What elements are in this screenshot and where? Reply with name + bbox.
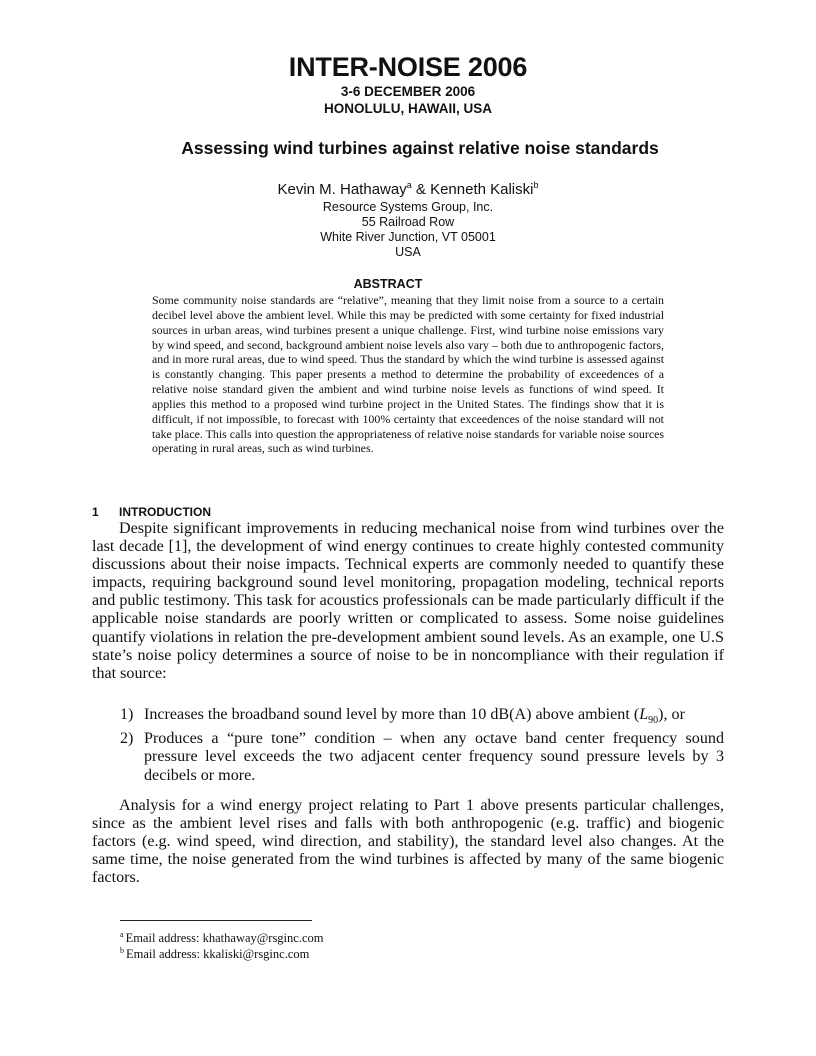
affiliation-street: 55 Railroad Row	[361, 215, 455, 229]
section-number: 1	[92, 505, 99, 519]
footnote-mark: a	[120, 930, 124, 939]
abstract-heading: ABSTRACT	[353, 277, 423, 291]
list-item	[120, 730, 724, 784]
footnote-b	[120, 946, 309, 962]
affiliation-org: Resource Systems Group, Inc.	[322, 200, 494, 214]
list-number: 1)	[120, 706, 134, 723]
list-item-text-end: ), or	[658, 706, 685, 723]
affiliation-country: USA	[395, 245, 421, 259]
variable-l: L	[639, 706, 649, 723]
footnote-a	[120, 930, 323, 946]
list-item	[120, 706, 724, 730]
list-item-text: Produces a “pure tone” condition – when any octave band center frequency sound pressure level exceeds the two adjacent center frequency sound pressure levels by 3 decibels or more.	[144, 730, 724, 784]
section-title: INTRODUCTION	[119, 505, 211, 519]
footnote-mark: b	[120, 946, 124, 955]
list-number: 2)	[120, 730, 134, 748]
variable-subscript: 90	[648, 715, 659, 727]
footnote-text: Email address: khathaway@rsginc.com	[125, 931, 324, 945]
author-separator: &	[411, 181, 431, 198]
intro-paragraph-2: Analysis for a wind energy project relating to Part 1 above presents particular challenges, since as the ambient level rises and falls with both anthropogenic (e.g. traffic) and biogenic factors (e.g. wind speed, wind direction, and stability), the standard level also changes. At the same time, the noise generated from the wind turbines is affected by many of the same biogenic factors.	[92, 797, 724, 887]
criteria-list	[120, 706, 724, 785]
author-name: Kenneth Kaliski	[430, 181, 534, 198]
conference-title: INTER-NOISE 2006	[288, 52, 528, 82]
author-line	[0, 180, 816, 198]
author-affil-mark: b	[533, 180, 539, 190]
section-heading	[92, 505, 211, 519]
conference-location: HONOLULU, HAWAII, USA	[324, 101, 492, 116]
footnote-text: Email address: kkaliski@rsginc.com	[126, 947, 310, 961]
paper-title: Assessing wind turbines against relative noise standards	[181, 138, 659, 158]
list-item-text: Increases the broadband sound level by more than 10 dB(A) above ambient (	[144, 706, 640, 723]
affiliation-city: White River Junction, VT 05001	[320, 230, 496, 244]
footnote-divider	[120, 920, 312, 921]
author-name: Kevin M. Hathaway	[277, 181, 407, 198]
author-affil-mark: a	[406, 180, 412, 190]
intro-paragraph-1: Despite significant improvements in reducing mechanical noise from wind turbines over the last decade [1], the development of wind energy continues to create highly contested community discussions about their noise impacts. Technical experts are commonly needed to quantify these impacts, requiring background sound level monitoring, propagation modeling, technical reports and public testimony. This task for acoustics professionals can be made particularly difficult if the applicable noise standards are poorly written or complicated to assess. Some noise guidelines quantify violations in relation the pre-development ambient sound levels. As an example, one U.S state’s noise policy determines a source of noise to be in noncompliance with their regulation if that source:	[92, 520, 724, 682]
abstract-text: Some community noise standards are “relative”, meaning that they limit noise from a source to a certain decibel level above the ambient level. While this may be predicted with some certainty for fixed industrial sources in urban areas, wind turbines present a unique challenge. First, wind turbine noise emissions vary by wind speed, and second, background ambient noise levels also vary – both due to anthropogenic factors, and in more rural areas, due to wind speed. Thus the standard by which the wind turbine is assessed against is constantly changing. This paper presents a method to determine the probability of exceedences of a relative noise standard given the ambient and wind turbine noise levels as functions of wind speed. It applies this method to a proposed wind turbine project in the United States. The findings show that it is difficult, if not impossible, to forecast with 100% certainty that exceedences of the noise standard will not take place. This calls into question the appropriateness of relative noise standards for variable noise sources operating in rural areas, such as wind turbines.	[152, 293, 664, 456]
conference-dates: 3-6 DECEMBER 2006	[340, 84, 476, 99]
